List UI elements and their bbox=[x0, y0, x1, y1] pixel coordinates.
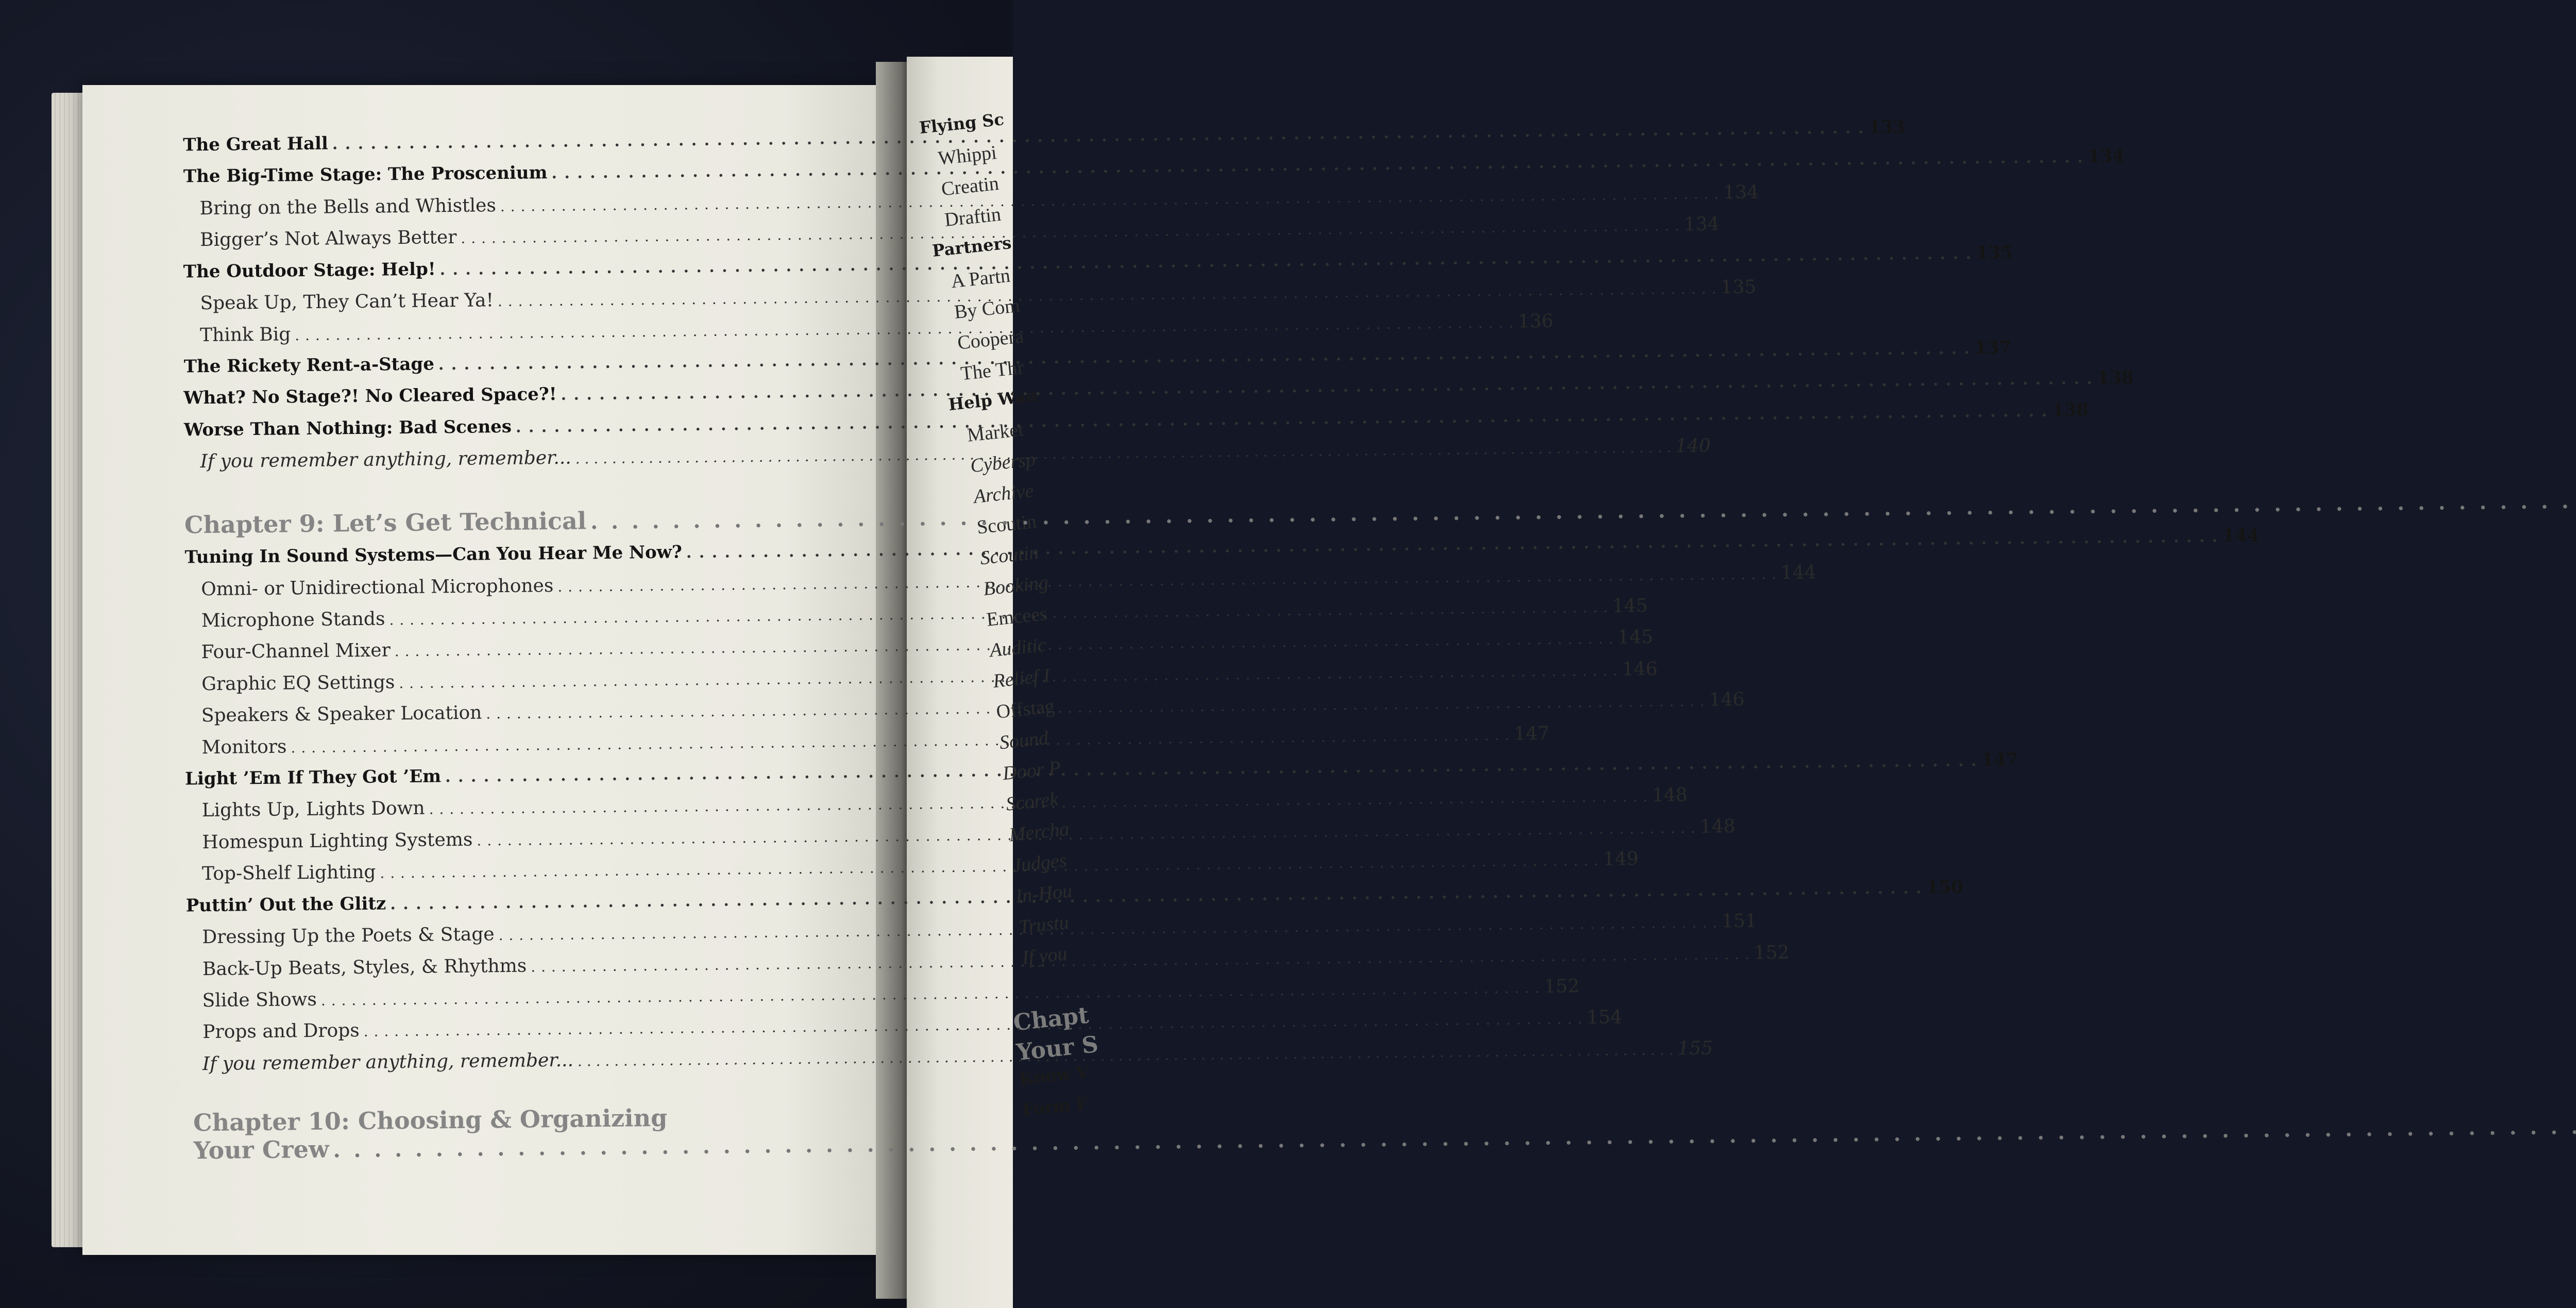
leader-dots bbox=[439, 245, 1972, 279]
page-number: 150 bbox=[1926, 877, 1963, 898]
page-number: 155 bbox=[1677, 1037, 1713, 1060]
entry-title: Think Big bbox=[199, 324, 291, 346]
right-page-line: Partners bbox=[931, 232, 1012, 261]
right-page-line: Cybersp bbox=[969, 448, 1037, 477]
right-page-line: Auditic bbox=[989, 634, 1047, 662]
leader-dots bbox=[561, 370, 2093, 404]
leader-dots bbox=[445, 752, 1977, 786]
leader-dots bbox=[438, 340, 1971, 374]
right-page-line: Know V bbox=[1018, 1062, 1090, 1089]
chapter-entry bbox=[184, 504, 826, 539]
right-page-line: Creatin bbox=[940, 172, 1000, 200]
right-page-line: Scoutin bbox=[976, 510, 1038, 539]
right-page-line: Your S bbox=[1015, 1031, 1100, 1066]
right-page-line: Chapt bbox=[1012, 1002, 1090, 1036]
page-number: 152 bbox=[1544, 976, 1580, 997]
entry-title: Chapter 9: Let’s Get Technical bbox=[184, 507, 587, 539]
page-number: 148 bbox=[1700, 816, 1736, 837]
page-number: 134 bbox=[1684, 213, 1720, 235]
chapter-10-title-line2: Your Crew bbox=[193, 1135, 329, 1165]
entry-title: The Great Hall bbox=[183, 133, 329, 156]
chapter-10-title: Chapter 10: Choosing & Organizing bbox=[193, 1103, 668, 1137]
entry-title: Props and Drops bbox=[202, 1020, 360, 1043]
entry-title: Light ’Em If They Got ’Em bbox=[184, 766, 442, 790]
entry-title: Microphone Stands bbox=[201, 608, 385, 632]
page-number: 146 bbox=[1709, 689, 1745, 711]
page-number: 135 bbox=[1720, 276, 1756, 298]
right-page-line: Form F bbox=[1021, 1093, 1089, 1120]
page-number: 147 bbox=[1981, 749, 2019, 770]
entry-title: Dressing Up the Poets & Stage bbox=[202, 924, 495, 948]
entry-title: Speak Up, They Can’t Hear Ya! bbox=[200, 290, 494, 314]
entry-title: Lights Up, Lights Down bbox=[201, 797, 425, 821]
page-number: 140 bbox=[1675, 435, 1711, 457]
page-number: 133 bbox=[1868, 116, 1906, 138]
chapter-10-entry bbox=[193, 1130, 822, 1165]
page-number: 151 bbox=[1721, 910, 1757, 932]
page-number: 145 bbox=[1612, 595, 1648, 617]
page-number: 134 bbox=[2088, 146, 2125, 167]
page-number: 138 bbox=[2097, 367, 2134, 389]
page-number: 135 bbox=[1976, 242, 2013, 264]
leader-dots bbox=[516, 403, 2048, 437]
right-page-line: Booking bbox=[982, 572, 1049, 600]
right-page-line: By Com bbox=[953, 294, 1021, 323]
right-page-line: A Partn bbox=[950, 264, 1011, 293]
right-page-line: Door P bbox=[1002, 757, 1062, 785]
right-page-line: If you bbox=[1021, 943, 1069, 969]
entry-title: Bring on the Bells and Whistles bbox=[199, 195, 497, 220]
entry-title: Worse Than Nothing: Bad Scenes bbox=[183, 416, 512, 441]
entry-title: Top-Shelf Lighting bbox=[201, 861, 376, 885]
entry-title: Bigger’s Not Always Better bbox=[199, 226, 457, 251]
page-number: 146 bbox=[1622, 658, 1658, 680]
entry-title: What? No Stage?! No Cleared Space?! bbox=[183, 383, 557, 409]
right-page-line: Mercha bbox=[1008, 818, 1071, 846]
entry-title: Puttin’ Out the Glitz bbox=[185, 893, 386, 916]
right-page-line: Trustu bbox=[1018, 911, 1070, 938]
right-page-line: Judges bbox=[1011, 849, 1068, 877]
entry-title: If you remember anything, remember... bbox=[200, 447, 571, 473]
page-number: 147 bbox=[1514, 723, 1550, 745]
right-page-line: The Thr bbox=[959, 356, 1025, 385]
entry-title: Back-Up Beats, Styles, & Rhythms bbox=[202, 955, 527, 980]
entry-title: Four-Channel Mixer bbox=[201, 640, 391, 663]
page-number: 137 bbox=[1974, 337, 2012, 359]
right-page-line: Market bbox=[966, 418, 1025, 446]
entry-title: The Rickety Rent-a-Stage bbox=[183, 354, 435, 377]
page-number: 138 bbox=[2052, 399, 2089, 421]
toc-entry bbox=[202, 976, 1580, 1012]
page-number: 136 bbox=[1518, 310, 1554, 332]
entry-title: Speakers & Speaker Location bbox=[201, 702, 482, 727]
right-page-line: Whippi bbox=[937, 141, 998, 170]
right-page-line: Archive bbox=[972, 480, 1035, 508]
page-number: 149 bbox=[1603, 848, 1639, 870]
entry-title: Homespun Lighting Systems bbox=[202, 829, 473, 853]
entry-title: If you remember anything, remember... bbox=[202, 1049, 574, 1075]
entry-title: Graphic EQ Settings bbox=[201, 672, 395, 695]
entry-title: The Big-Time Stage: The Proscenium bbox=[183, 162, 548, 187]
page-number: 134 bbox=[1723, 181, 1759, 204]
page-number: 154 bbox=[1586, 1007, 1622, 1029]
page-number: 152 bbox=[1754, 942, 1790, 964]
entry-title: Tuning In Sound Systems—Can You Hear Me Now? bbox=[184, 542, 683, 568]
leader-dots bbox=[551, 148, 2083, 182]
entry-title: Slide Shows bbox=[202, 988, 317, 1012]
right-page-line: Relief I bbox=[992, 664, 1051, 693]
right-page-line: Coopera bbox=[956, 325, 1025, 354]
right-page-line: Sound bbox=[998, 727, 1049, 754]
entry-title: The Outdoor Stage: Help! bbox=[183, 259, 436, 282]
right-page-line: Help Wan bbox=[947, 385, 1039, 415]
right-page-line: Flying Sc bbox=[918, 109, 1005, 138]
page-number: 148 bbox=[1652, 784, 1688, 806]
right-page-line: Scoutin bbox=[979, 541, 1040, 569]
entry-title: Omni- or Unidirectional Microphones bbox=[201, 575, 554, 600]
page-number: 145 bbox=[1617, 626, 1653, 648]
entry-title: Monitors bbox=[201, 736, 287, 759]
right-page-line: Scorek bbox=[1005, 788, 1060, 815]
page-number: 144 bbox=[1781, 562, 1817, 584]
page-number: 144 bbox=[2222, 525, 2260, 547]
right-page-line: Draftin bbox=[943, 203, 1002, 231]
right-page-line: In-Hou bbox=[1014, 880, 1073, 908]
right-page-line: Offstag bbox=[995, 695, 1056, 723]
right-page-line: Emcees bbox=[985, 602, 1048, 631]
